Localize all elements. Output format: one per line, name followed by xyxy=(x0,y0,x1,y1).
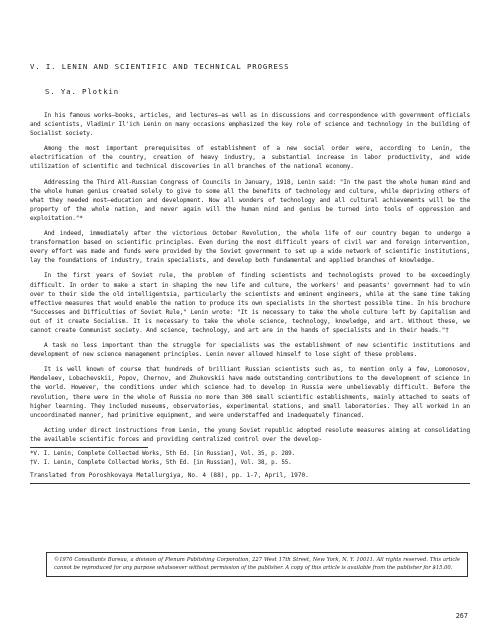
article-author: S. Ya. Plotkin xyxy=(45,87,120,96)
translation-note: Translated from Poroshkovaya Metallurgiya, No. 4 (88), pp. 1-7, April, 1970. xyxy=(30,472,470,484)
footnote: *V. I. Lenin, Complete Collected Works, 5th Ed. [in Russian], Vol. 35, p. 289. xyxy=(30,451,295,457)
paragraph: In the first years of Soviet rule, the problem of finding scientists and technologists proved to be exceedingly difficult. In order to make a start in shaping the new life and culture, the workers' and peasants' government had to win over to their side the old intelligentsia, particularly the scientists and eminent engineers, while at the same time taking effective measures that would enable the nation to produce its own specialists in the shortest possible time. In his brochure "Successes and Difficulties of Soviet Rule," Lenin wrote: "It is necessary to take the whole culture left by Capitalism and out of it create Socialism. It is necessary to take the whole science, technology, knowledge, and art. Without these, we cannot create Communist society. And science, technology, and art are in the hands of specialists and in their heads."† xyxy=(30,272,470,334)
paragraph: Acting under direct instructions from Lenin, the young Soviet republic adopted resolute measures aiming at consolidating the available scientific forces and providing centralized control over the develop- xyxy=(30,426,470,443)
copyright-notice xyxy=(46,552,468,577)
page-number: 267 xyxy=(455,612,468,620)
article-body xyxy=(30,111,470,444)
paragraph: In his famous works—books, articles, and lectures—as well as in discussions and correspondence with government officials and scientists, Vladimir Il'ich Lenin on many occasions emphasized the key role of science and technology in the building of Socialist society. xyxy=(30,112,470,138)
footnote-divider xyxy=(30,447,148,448)
copyright-text: ©1970 Consultants Bureau, a division of Plenum Publishing Corporation, 227 West 17th Street, New York, N. Y. 10011. All rights reserved. This article cannot be reproduced for any purpose whatsoever without permission of the publisher. A copy of this article is available from the publisher for $15.00. xyxy=(54,557,460,571)
footnote: †V. I. Lenin, Complete Collected Works, 5th Ed. [in Russian], Vol. 38, p. 55. xyxy=(30,459,292,466)
article-page xyxy=(30,62,470,484)
article-title: V. I. LENIN AND SCIENTIFIC AND TECHNICAL PROGRESS xyxy=(30,62,290,71)
paragraph: It is well known of course that hundreds of brilliant Russian scientists such as, to mention only a few, Lomonosov, Mendeleev, Lobachevskii, Popov, Chernov, and Zhukovskii have made outstanding contributions to the development of science in the world. However, the conditions under which science had to develop in Russia were unbelievably difficult. Before the revolution, there were in the whole of Russia no more than 300 small scientific establishments, mainly attached to seats of higher learning. They included museums, observatories, experimental stations, and small laboratories. They all worked in an uncoordinated manner, had primitive equipment, and were understaffed and inadequately financed. xyxy=(30,366,470,419)
paragraph: Addressing the Third All-Russian Congress of Councils in January, 1918, Lenin said: "In the past the whole human mind and the whole human genius created solely to give to some all the benefits of technology and culture, while depriving others of what they needed most—education and development. Now all wonders of technology and all cultural achievements will be the property of the whole nation, and never again will the human mind and genius be turned into tools of oppression and exploitation."* xyxy=(30,178,470,222)
paragraph: And indeed, immediately after the victorious October Revolution, the whole life of our country began to undergo a transformation based on scientific principles. Even during the most difficult years of civil war and foreign intervention, every effort was made and funds were provided by the Soviet government to set up a wide network of scientific institutions, lay the foundations of industry, train specialists, and develop both fundamental and applied branches of knowledge. xyxy=(30,230,470,265)
paragraph: Among the most important prerequisites of establishment of a new social order were, according to Lenin, the electrification of the country, creation of heavy industry, a substantial increase in labor productivity, and wide utilization of scientific and technical discoveries in all branches of the national economy. xyxy=(30,145,470,171)
paragraph: A task no less important than the struggle for specialists was the establishment of new scientific institutions and development of new science management principles. Lenin never allowed himself to lose sight of these problems. xyxy=(30,342,470,359)
